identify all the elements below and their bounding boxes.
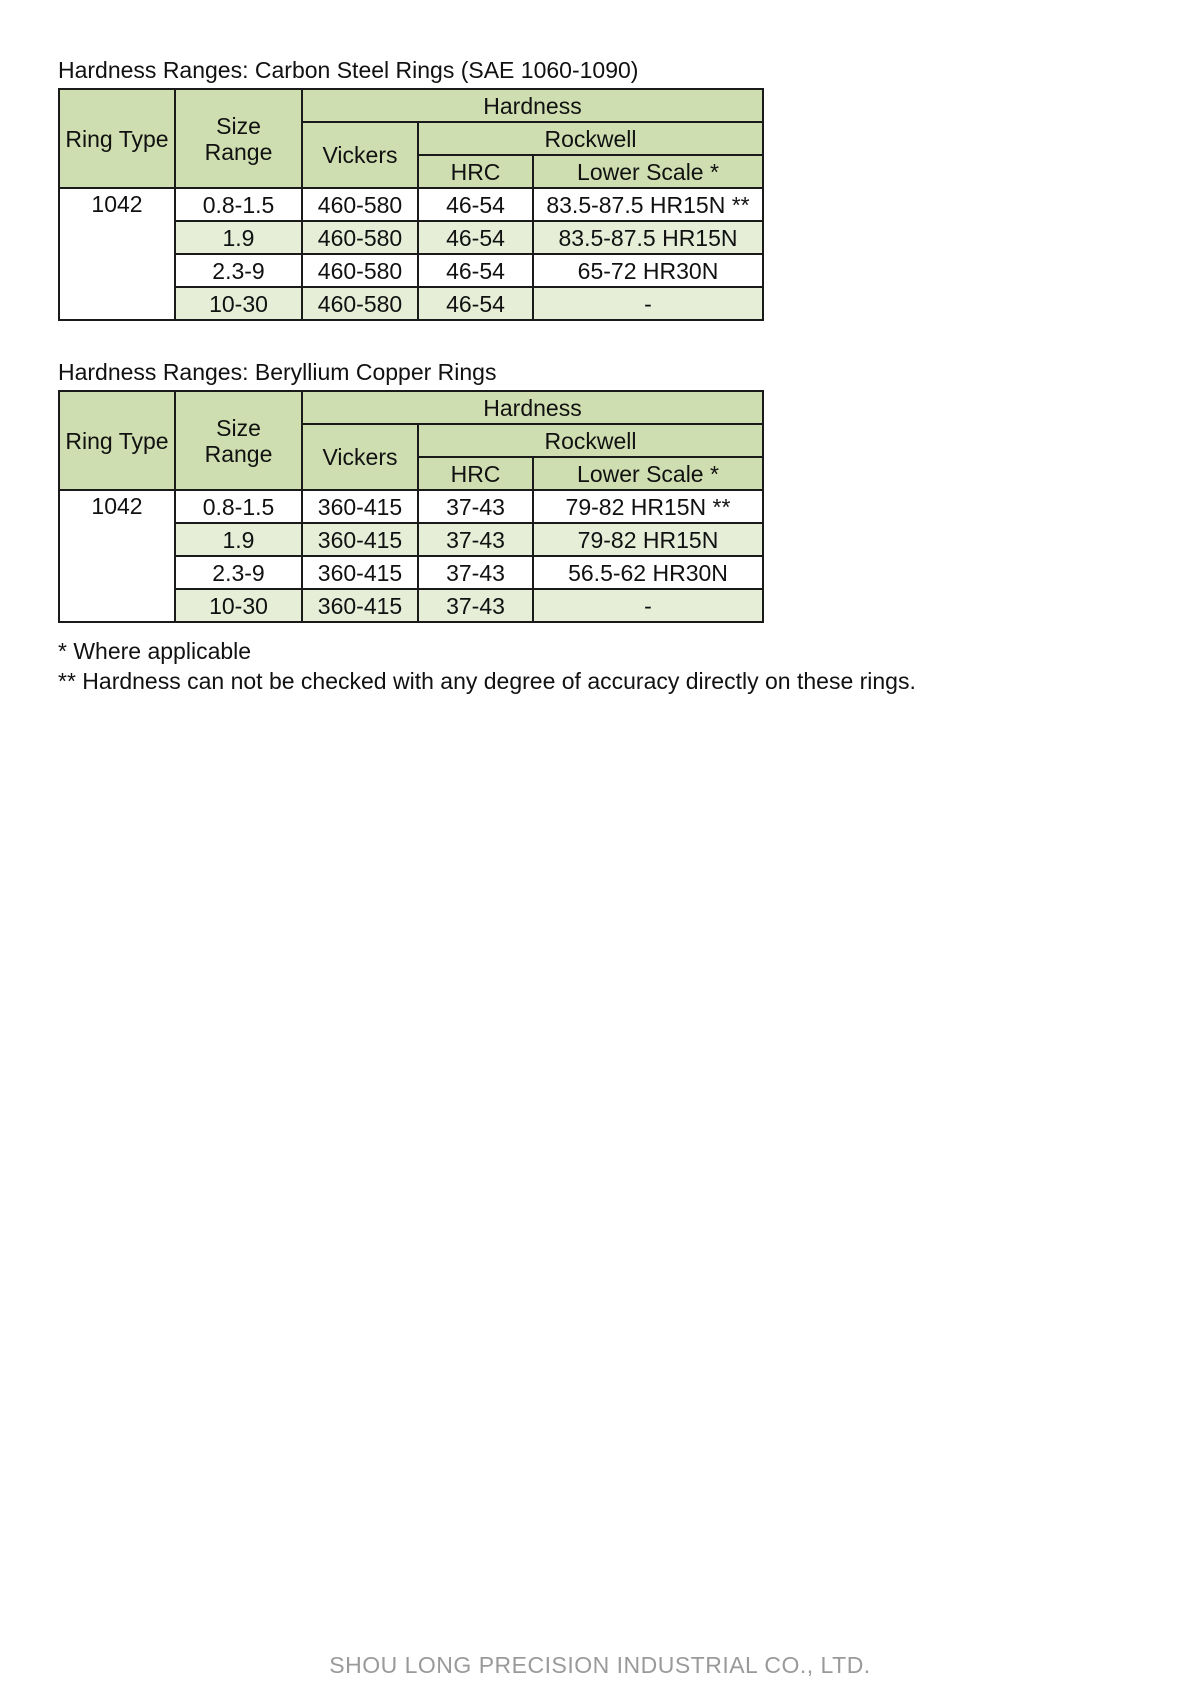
footnote-where-applicable: * Where applicable [58, 638, 252, 664]
cell-lower-scale: 56.5-62 HR30N [533, 556, 763, 589]
cell-hrc: 46-54 [418, 254, 533, 287]
cell-size: 1.9 [175, 523, 302, 556]
header-vickers: Vickers [302, 424, 418, 490]
header-rockwell: Rockwell [418, 424, 763, 457]
table-row [59, 490, 763, 523]
cell-size: 10-30 [175, 589, 302, 622]
cell-hrc: 37-43 [418, 523, 533, 556]
cell-hrc: 37-43 [418, 556, 533, 589]
cell-vickers: 360-415 [302, 490, 418, 523]
cell-ring-type: 1042 [59, 188, 175, 320]
cell-size: 2.3-9 [175, 254, 302, 287]
cell-vickers: 360-415 [302, 523, 418, 556]
header-hardness: Hardness [302, 391, 763, 424]
hardness-table-carbon-steel [58, 88, 764, 321]
cell-lower-scale: 83.5-87.5 HR15N [533, 221, 763, 254]
cell-vickers: 460-580 [302, 287, 418, 320]
header-ring-type: Ring Type [59, 391, 175, 490]
header-rockwell: Rockwell [418, 122, 763, 155]
cell-lower-scale: 79-82 HR15N [533, 523, 763, 556]
cell-vickers: 460-580 [302, 254, 418, 287]
footnote-accuracy: ** Hardness can not be checked with any degree of accuracy directly on these rings. [58, 668, 916, 694]
cell-vickers: 460-580 [302, 221, 418, 254]
cell-lower-scale: - [533, 589, 763, 622]
cell-lower-scale: - [533, 287, 763, 320]
cell-hrc: 46-54 [418, 287, 533, 320]
cell-size: 2.3-9 [175, 556, 302, 589]
cell-hrc: 46-54 [418, 188, 533, 221]
cell-ring-type: 1042 [59, 490, 175, 622]
header-lower-scale: Lower Scale * [533, 155, 763, 188]
cell-hrc: 37-43 [418, 589, 533, 622]
cell-lower-scale: 79-82 HR15N ** [533, 490, 763, 523]
cell-size: 10-30 [175, 287, 302, 320]
cell-vickers: 360-415 [302, 589, 418, 622]
cell-vickers: 460-580 [302, 188, 418, 221]
table-row [59, 188, 763, 221]
cell-size: 0.8-1.5 [175, 490, 302, 523]
header-hrc: HRC [418, 155, 533, 188]
hardness-table-beryllium-copper [58, 390, 764, 623]
cell-hrc: 37-43 [418, 490, 533, 523]
header-size-range: Size Range [175, 89, 302, 188]
cell-size: 0.8-1.5 [175, 188, 302, 221]
cell-size: 1.9 [175, 221, 302, 254]
header-hardness: Hardness [302, 89, 763, 122]
header-ring-type: Ring Type [59, 89, 175, 188]
header-lower-scale: Lower Scale * [533, 457, 763, 490]
table-title-beryllium-copper: Hardness Ranges: Beryllium Copper Rings [58, 359, 497, 385]
cell-hrc: 46-54 [418, 221, 533, 254]
table-title-carbon-steel: Hardness Ranges: Carbon Steel Rings (SAE 1060-1090) [58, 57, 639, 83]
company-footer: SHOU LONG PRECISION INDUSTRIAL CO., LTD. [329, 1652, 871, 1678]
cell-vickers: 360-415 [302, 556, 418, 589]
cell-lower-scale: 83.5-87.5 HR15N ** [533, 188, 763, 221]
header-vickers: Vickers [302, 122, 418, 188]
header-hrc: HRC [418, 457, 533, 490]
cell-lower-scale: 65-72 HR30N [533, 254, 763, 287]
header-size-range: Size Range [175, 391, 302, 490]
